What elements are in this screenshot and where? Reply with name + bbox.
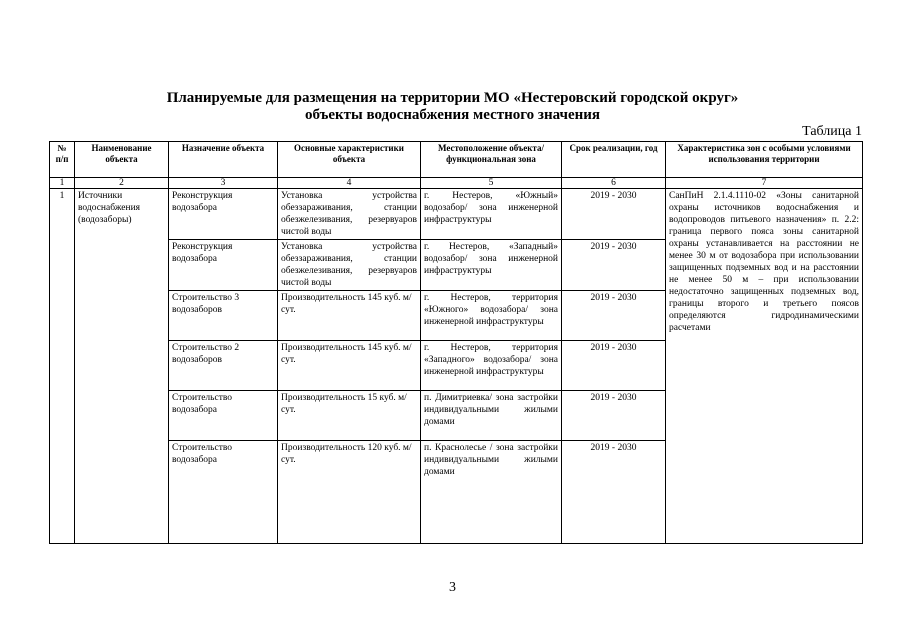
header-period: Срок реализации, год [562, 142, 666, 178]
column-number: 5 [421, 178, 562, 189]
characteristics-cell: Производительность 145 куб. м/сут. [278, 291, 421, 341]
table-label: Таблица 1 [802, 124, 862, 139]
header-number: № п/п [50, 142, 75, 178]
column-number: 7 [666, 178, 863, 189]
period-cell: 2019 - 2030 [562, 341, 666, 391]
location-cell: г. Нестеров, «Южный» водозабор/ зона инженерной инфраструктуры [421, 189, 562, 240]
characteristics-cell: Производительность 15 куб. м/сут. [278, 391, 421, 441]
document-title-line-1: Планируемые для размещения на территории МО «Нестеровский городской округ» [166, 90, 739, 106]
characteristics-cell: Производительность 145 куб. м/сут. [278, 341, 421, 391]
purpose-cell: Строительство водозабора [169, 441, 278, 544]
purpose-cell: Строительство водозабора [169, 391, 278, 441]
location-cell: п. Димитриевка/ зона застройки индивидуальными жилыми домами [421, 391, 562, 441]
header-location: Местоположение объекта/ функциональная зона [421, 142, 562, 178]
period-cell: 2019 - 2030 [562, 189, 666, 240]
purpose-cell: Строительство 2 водозаборов [169, 341, 278, 391]
document-title-line-2: объекты водоснабжения местного значения [304, 107, 601, 123]
period-cell: 2019 - 2030 [562, 291, 666, 341]
location-cell: г. Нестеров, «Западный» водозабор/ зона инженерной инфраструктуры [421, 240, 562, 291]
characteristics-cell: Производительность 120 куб. м/сут. [278, 441, 421, 544]
header-row [50, 142, 863, 178]
page-number: 3 [449, 580, 456, 595]
location-cell: г. Нестеров, территория «Южного» водозабора/ зона инженерной инфраструктуры [421, 291, 562, 341]
location-cell: п. Краснолесье / зона застройки индивидуальными жилыми домами [421, 441, 562, 544]
purpose-cell: Реконструкция водозабора [169, 189, 278, 240]
row-number: 1 [50, 189, 75, 544]
header-zone-characteristic: Характеристика зон с особыми условиями использования территории [666, 142, 863, 178]
location-cell: г. Нестеров, территория «Западного» водозабора/ зона инженерной инфраструктуры [421, 341, 562, 391]
object-name-cell: Источники водоснабжения (водозаборы) [75, 189, 169, 544]
column-number: 6 [562, 178, 666, 189]
column-number: 4 [278, 178, 421, 189]
characteristics-cell: Установка устройства обеззараживания, станции обезжелезивания, резервуаров чистой воды [278, 189, 421, 240]
zone-characteristic-cell: СанПиН 2.1.4.1110-02 «Зоны санитарной охраны источников водоснабжения и водопроводов питьевого назначения» п. 2.2: граница первого пояса зоны санитарной охраны устанавливается на расстоянии не менее 30 м от водозабора при использовании защищенных подземных вод и на расстоянии не менее 50 м – при использовании недостаточно защищенных подземных вод, границы второго и третьего поясов определяются гидродинамическими расчетами [666, 189, 863, 544]
table-row [50, 189, 863, 240]
header-purpose: Назначение объекта [169, 142, 278, 178]
column-number-row [50, 178, 863, 189]
column-number: 1 [50, 178, 75, 189]
purpose-cell: Реконструкция водозабора [169, 240, 278, 291]
column-number: 2 [75, 178, 169, 189]
purpose-cell: Строительство 3 водозаборов [169, 291, 278, 341]
water-supply-table [49, 141, 863, 544]
header-object-name: Наименование объекта [75, 142, 169, 178]
column-number: 3 [169, 178, 278, 189]
period-cell: 2019 - 2030 [562, 240, 666, 291]
period-cell: 2019 - 2030 [562, 391, 666, 441]
header-characteristics: Основные характеристики объекта [278, 142, 421, 178]
characteristics-cell: Установка устройства обеззараживания, станции обезжелезивания, резервуаров чистой воды [278, 240, 421, 291]
period-cell: 2019 - 2030 [562, 441, 666, 544]
